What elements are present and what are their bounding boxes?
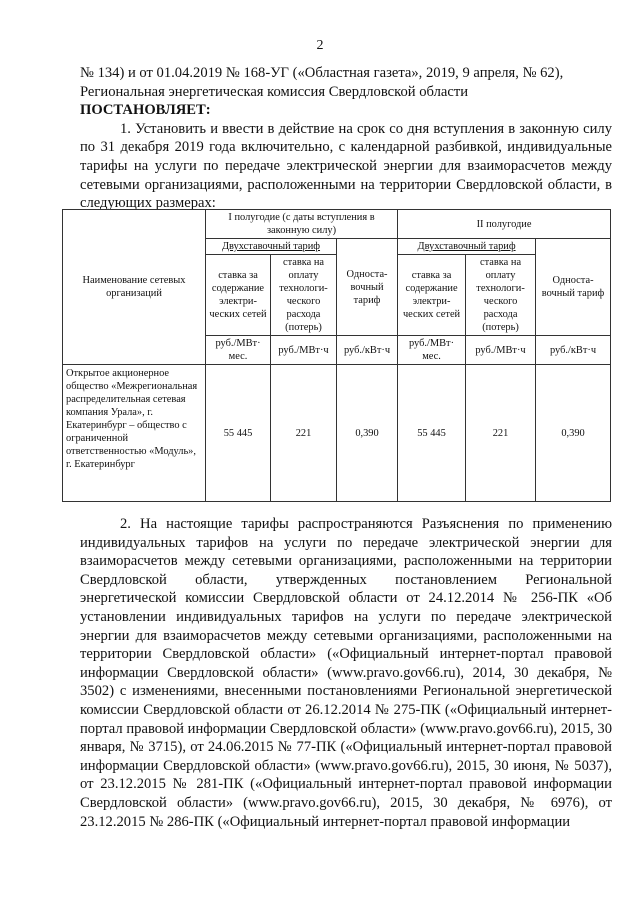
two-part-tariff-label: Двухставочный тариф (221, 241, 321, 252)
two-part-tariff-header (206, 239, 337, 255)
two-part-tariff-label-h2: Двухставочный тариф (417, 241, 516, 252)
half2-header: II полугодие (398, 210, 611, 239)
intro-line-2: Региональная энергетическая комиссия Свердловской области (80, 83, 469, 100)
intro-block (80, 64, 612, 213)
page-number: 2 (316, 38, 324, 53)
half1-header: I полугодие (с даты вступления в законную силу) (206, 210, 398, 239)
maintenance-rate-header: ставка за содержание электри- ческих сетей (206, 255, 271, 336)
h2-losses-value: 221 (466, 365, 536, 502)
single-rate-header-h2: Односта- вочный тариф (536, 239, 611, 336)
h1-losses-value: 221 (271, 365, 337, 502)
unit-maintenance: руб./МВт· мес. (206, 336, 271, 365)
tariff-table (62, 209, 611, 502)
intro-line-1: № 134) и от 01.04.2019 № 168-УГ («Областная газета», 2019, 9 апреля, № 62), (80, 65, 564, 81)
unit-maintenance-h2: руб./МВт· мес. (398, 336, 466, 365)
unit-single: руб./кВт·ч (337, 336, 398, 365)
unit-losses-h2: руб./МВт·ч (466, 336, 536, 365)
single-rate-header: Односта- вочный тариф (337, 239, 398, 336)
h2-single-value: 0,390 (536, 365, 611, 502)
clause-1: 1. Установить и ввести в действие на срок со дня вступления в законную силу по 31 декабря 2019 года включительно, с календарной разбивкой, индивидуальные тарифы на услуги по передаче электрической энергии для взаиморасчетов между сетевыми организациями, расположенными на территории Свердловской области, в следующих размерах: (80, 120, 612, 212)
table-row (63, 365, 611, 502)
two-part-tariff-header-h2 (398, 239, 536, 255)
clause-2: 2. На настоящие тарифы распространяются Разъяснения по применению индивидуальных тарифов на услуги по передаче электрической энергии для взаиморасчетов между сетевыми организациями, расположенными на территории Свердловской области, утвержденных постановлением Региональной энергетической комиссии Свердловской области от 24.12.2014 № 256-ПК «Об установлении индивидуальных тарифов на услуги по передаче электрической энергии для взаиморасчетов между сетевыми организациями, расположенными на территории Свердловской области» («Официальный интернет-портал правовой информации Свердловской области» (www.pravo.gov66.ru), 2014, 30 декабря, № 3502) с изменениями, внесенными постановлениями Региональной энергетической комиссии Свердловской области от 26.12.2014 № 275-ПК («Официальный интернет-портал правовой информации Свердловской области» (www.pravo.gov66.ru), 2015, 30 января, № 3715), от 24.06.2015 № 77-ПК («Официальный интернет-портал правовой информации Свердловской области» (www.pravo.gov66.ru), 2015, 30 июня, № 5037), от 23.12.2015 № 281-ПК («Официальный интернет-портал правовой информации Свердловской области» (www.pravo.gov66.ru), 2015, 30 декабря, № 6976), от 23.12.2015 № 286-ПК («Официальный интернет-портал правовой информации (80, 516, 612, 830)
org-header: Наименование сетевых организаций (63, 210, 206, 365)
h1-single-value: 0,390 (337, 365, 398, 502)
unit-losses: руб./МВт·ч (271, 336, 337, 365)
unit-single-h2: руб./кВт·ч (536, 336, 611, 365)
clause-2-block (80, 515, 612, 831)
resolves-heading: ПОСТАНОВЛЯЕТ: (80, 102, 211, 119)
losses-rate-header-h2: ставка на оплату технологи- ческого расхода (потерь) (466, 255, 536, 336)
h2-maintenance-value: 55 445 (398, 365, 466, 502)
maintenance-rate-header-h2: ставка за содержание электри- ческих сетей (398, 255, 466, 336)
h1-maintenance-value: 55 445 (206, 365, 271, 502)
losses-rate-header: ставка на оплату технологи- ческого расхода (потерь) (271, 255, 337, 336)
org-name-cell: Открытое акционерное общество «Межрегиональная распределительная сетевая компания Урала», г. Екатеринбург – общество с ограниченной ответственностью «Модуль», г. Екатеринбург (63, 365, 206, 502)
